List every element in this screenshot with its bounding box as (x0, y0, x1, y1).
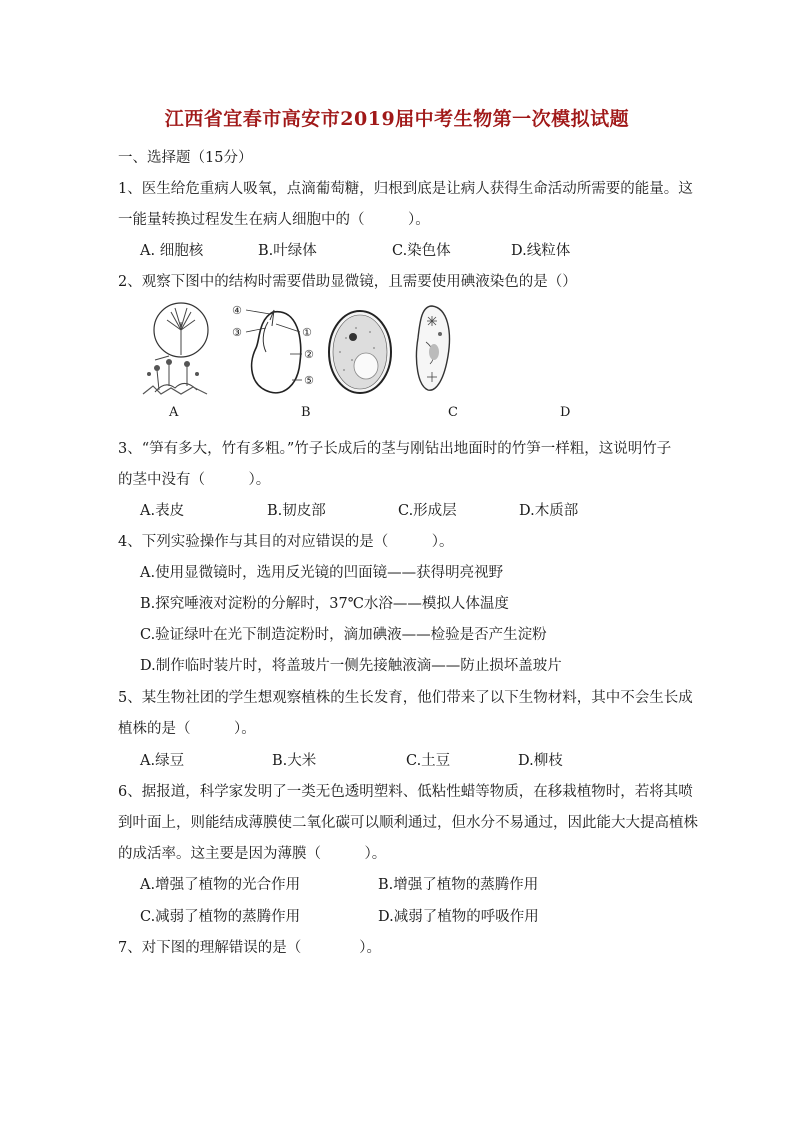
q6-option-c[interactable]: C.减弱了植物的蒸腾作用 (140, 909, 301, 925)
seed-label-1: ① (302, 326, 312, 339)
seed-label-2: ② (304, 348, 314, 361)
q5-stem-line1: 5、某生物社团的学生想观察植株的生长发育，他们带来了以下生物材料，其中不会生长成 (118, 690, 693, 706)
figure-b-seed-image (228, 300, 323, 400)
seed-label-5: ⑤ (304, 374, 314, 387)
q1-option-b[interactable]: B.叶绿体 (258, 243, 317, 259)
q1-option-a[interactable]: A. 细胞核 (140, 243, 204, 259)
q6-stem-line3: 的成活率。这主要是因为薄膜（ ）。 (118, 846, 387, 862)
q3-option-c[interactable]: C.形成层 (398, 503, 457, 519)
q1-option-c[interactable]: C.染色体 (392, 243, 451, 259)
q6-option-d[interactable]: D.减弱了植物的呼吸作用 (378, 909, 539, 925)
q5-option-d[interactable]: D.柳枝 (518, 753, 563, 769)
figure-a-mold-image (135, 300, 215, 396)
q4-option-a[interactable]: A.使用显微镜时，选用反光镜的凹面镜——获得明亮视野 (140, 565, 504, 581)
q4-stem-line1: 4、下列实验操作与其目的对应错误的是（ ）。 (118, 534, 454, 550)
q5-option-a[interactable]: A.绿豆 (140, 753, 185, 769)
q5-option-b[interactable]: B.大米 (272, 753, 317, 769)
q7-stem-line1: 7、对下图的理解错误的是（ ）。 (118, 940, 381, 956)
q3-option-b[interactable]: B.韧皮部 (267, 503, 326, 519)
q4-option-c[interactable]: C.验证绿叶在光下制造淀粉时，滴加碘液——检验是否产生淀粉 (140, 627, 547, 643)
q6-stem-line1: 6、据报道，科学家发明了一类无色透明塑料、低粘性蜡等物质，在移栽植物时，若将其喷 (118, 784, 693, 800)
figure-c-cell-image (326, 308, 394, 396)
q2-stem-line1: 2、观察下图中的结构时需要借助显微镜，且需要使用碘液染色的是（） (118, 274, 577, 290)
seed-label-3: ③ (232, 326, 242, 339)
q5-stem-line2: 植株的是（ ）。 (118, 721, 256, 737)
q1-stem-line1: 1、医生给危重病人吸氧，点滴葡萄糖，归根到底是让病人获得生命活动所需要的能量。这 (118, 181, 693, 197)
q6-option-a[interactable]: A.增强了植物的光合作用 (140, 877, 301, 893)
figure-d-paramecium-image (408, 302, 458, 396)
figure-label-a: A (169, 405, 179, 420)
q1-option-d[interactable]: D.线粒体 (511, 243, 571, 259)
figure-label-d: D (560, 405, 571, 420)
q3-stem-line2: 的茎中没有（ ）。 (118, 472, 271, 488)
q5-option-c[interactable]: C.土豆 (406, 753, 451, 769)
q4-option-b[interactable]: B.探究唾液对淀粉的分解时，37℃水浴——模拟人体温度 (140, 596, 509, 612)
figure-label-b: B (301, 405, 311, 420)
q4-option-d[interactable]: D.制作临时装片时，将盖玻片一侧先接触液滴——防止损坏盖玻片 (140, 658, 562, 674)
q1-stem-line2: 一能量转换过程发生在病人细胞中的（ ）。 (118, 212, 430, 228)
q6-stem-line2: 到叶面上，则能结成薄膜使二氧化碳可以顺利通过，但水分不易通过，因此能大大提高植株 (118, 815, 698, 831)
section-heading: 一、选择题（15分） (118, 150, 253, 166)
q3-option-a[interactable]: A.表皮 (140, 503, 185, 519)
seed-label-4: ④ (232, 304, 242, 317)
exam-title: 江西省宜春市高安市2019届中考生物第一次模拟试题 (164, 108, 630, 130)
q6-option-b[interactable]: B.增强了植物的蒸腾作用 (378, 877, 539, 893)
q3-option-d[interactable]: D.木质部 (519, 503, 579, 519)
q3-stem-line1: 3、“笋有多大，竹有多粗。”竹子长成后的茎与刚钻出地面时的竹笋一样粗，这说明竹子 (118, 441, 672, 457)
figure-label-c: C (448, 405, 458, 420)
